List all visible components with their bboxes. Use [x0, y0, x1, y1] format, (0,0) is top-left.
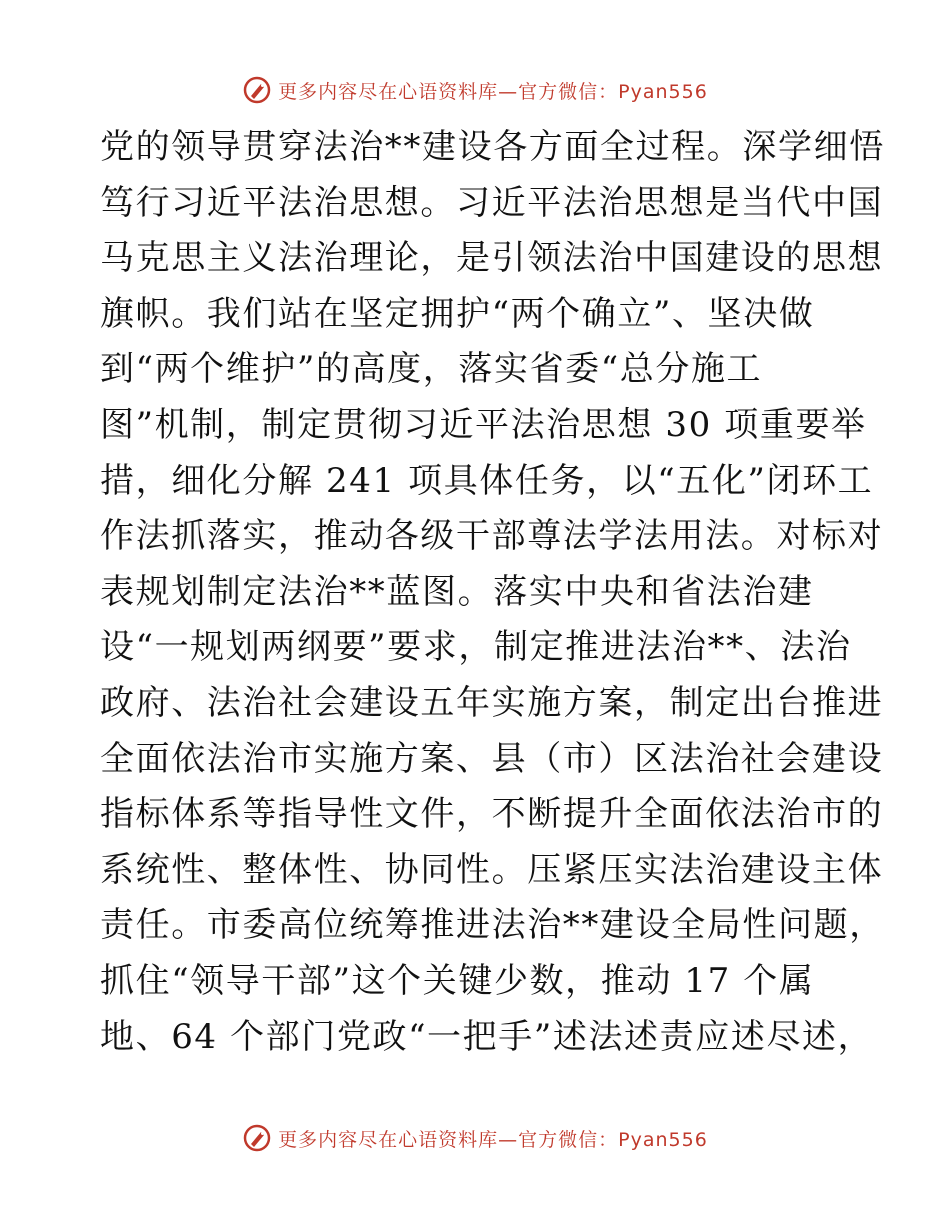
text-line: 笃行习近平法治思想。习近平法治思想是当代中国 — [100, 182, 884, 223]
watermark-text: 更多内容尽在心语资料库—官方微信：Pyan556 — [278, 1128, 708, 1151]
pen-nib-logo-icon — [242, 75, 272, 105]
text-line: 全面依法治市实施方案、县（市）区法治社会建设 — [100, 738, 884, 779]
text-line: 地、64 个部门党政“一把手”述法述责应述尽述， — [100, 1016, 874, 1057]
text-line: 作法抓落实，推动各级干部尊法学法用法。对标对 — [100, 516, 884, 557]
text-line: 党的领导贯穿法治**建设各方面全过程。深学细悟 — [100, 127, 885, 167]
text-line: 到“两个维护”的高度，落实省委“总分施工 — [100, 349, 763, 390]
text-line: 指标体系等指导性文件，不断提升全面依法治市的 — [100, 794, 884, 835]
pen-nib-logo-icon — [242, 1123, 272, 1153]
text-line: 措，细化分解 241 项具体任务，以“五化”闭环工 — [100, 460, 874, 501]
text-line: 抓住“领导干部”这个关键少数，推动 17 个属 — [100, 960, 815, 1001]
text-line: 马克思主义法治理论，是引领法治中国建设的思想 — [100, 238, 884, 279]
watermark-text: 更多内容尽在心语资料库—官方微信：Pyan556 — [278, 80, 708, 103]
text-line: 旗帜。我们站在坚定拥护“两个确立”、坚决做 — [100, 293, 815, 334]
text-line: 图”机制，制定贯彻习近平法治思想 30 项重要举 — [100, 404, 867, 445]
text-line: 责任。市委高位统筹推进法治**建设全局性问题， — [100, 905, 885, 946]
document-body — [100, 120, 885, 1065]
footer-watermark — [0, 1118, 950, 1158]
header-watermark — [0, 70, 950, 110]
text-line: 表规划制定法治**蓝图。落实中央和省法治建 — [100, 571, 814, 612]
text-line: 政府、法治社会建设五年实施方案，制定出台推进 — [100, 682, 884, 723]
text-line: 设“一规划两纲要”要求，制定推进法治**、法治 — [100, 627, 852, 668]
text-line: 系统性、整体性、协同性。压紧压实法治建设主体 — [100, 849, 884, 890]
